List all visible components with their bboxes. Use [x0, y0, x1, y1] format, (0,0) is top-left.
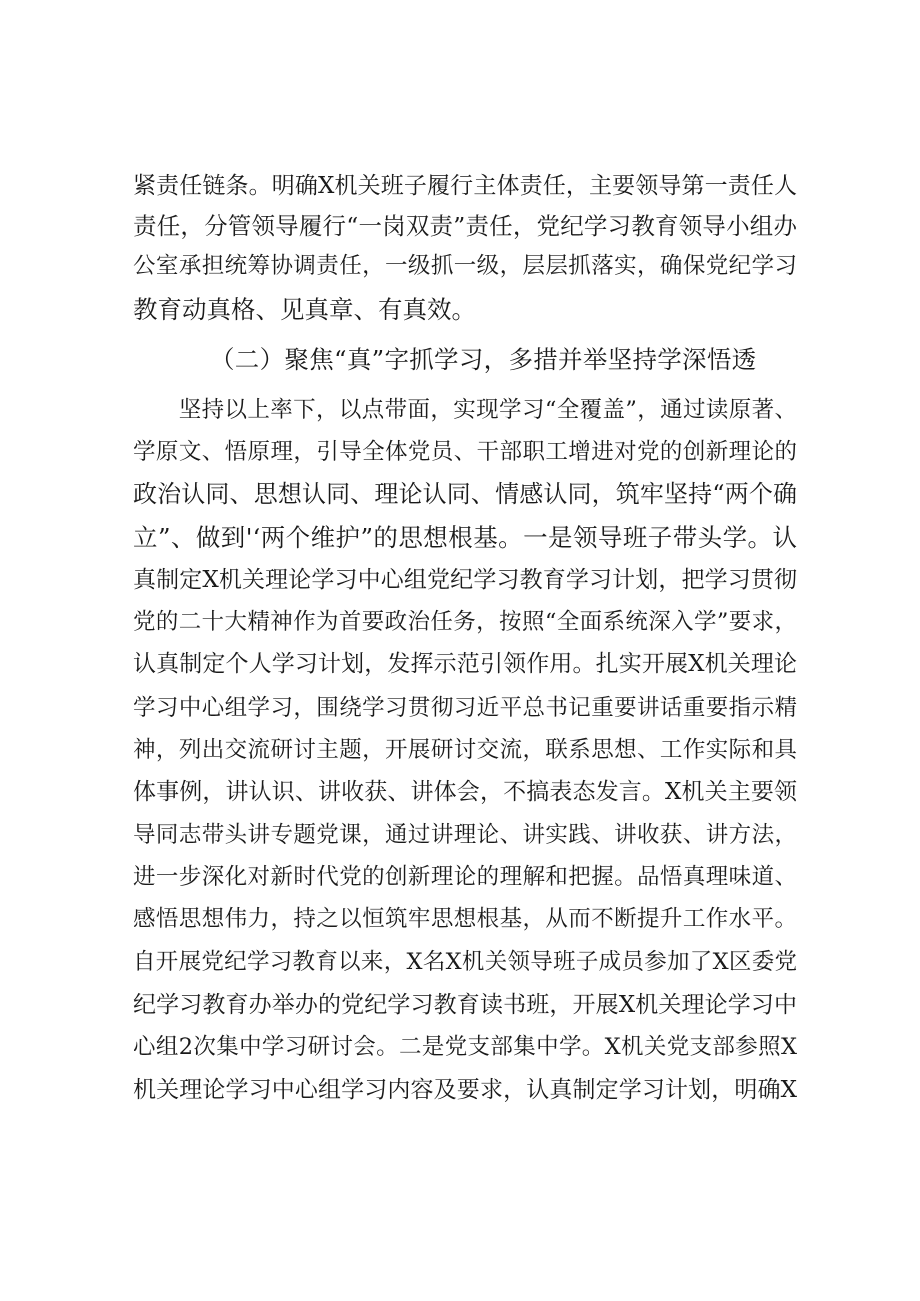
section-heading: （二）聚焦“真”字抓学习，多措并举坚持学深悟透	[210, 345, 757, 374]
paragraph-2-line-2: 学原文、悟原理，引导全体党员、干部职工增进对党的创新理论的	[133, 439, 797, 465]
paragraph-1-line-4: 教育动真格、见真章、有真效。	[133, 295, 476, 324]
paragraph-2-line-1: 坚持以上率下，以点带面，实现学习“全覆盖”，通过读原著、	[133, 397, 797, 423]
paragraph-2-line-7: 认真制定个人学习计划，发挥示范引领作用。扎实开展X机关理论	[133, 651, 797, 677]
paragraph-2-line-6: 党的二十大精神作为首要政治任务，按照“全面系统深入学”要求，	[133, 609, 797, 635]
paragraph-2-line-14: 自开展党纪学习教育以来，X名X机关领导班子成员参加了X区委党	[133, 949, 797, 975]
paragraph-2-line-15: 纪学习教育办举办的党纪学习教育读书班，开展X机关理论学习中	[133, 992, 797, 1018]
paragraph-2-line-12: 进一步深化对新时代党的创新理论的理解和把握。品悟真理味道、	[133, 864, 797, 890]
paragraph-1-line-3: 公室承担统筹协调责任，一级抓一级，层层抓落实，确保党纪学习	[133, 253, 797, 279]
paragraph-2-line-8: 学习中心组学习，围绕学习贯彻习近平总书记重要讲话重要指示精	[133, 695, 797, 721]
paragraph-2-line-4: 立”、做到'‘两个维护”的思想根基。一是领导班子带头学。认	[133, 523, 797, 552]
paragraph-2-line-16: 心组2次集中学习研讨会。二是党支部集中学。X机关党支部参照X	[133, 1034, 797, 1060]
paragraph-2-line-13: 感悟思想伟力，持之以恒筑牢思想根基，从而不断提升工作水平。	[133, 906, 797, 932]
paragraph-2-line-9: 神，列出交流研讨主题，开展研讨交流，联系思想、工作实际和具	[133, 737, 797, 763]
paragraph-1-line-1: 紧责任链条。明确X机关班子履行主体责任，主要领导第一责任人	[133, 173, 797, 199]
paragraph-1-line-2: 责任，分管领导履行“一岗双责”责任，党纪学习教育领导小组办	[133, 212, 797, 240]
paragraph-2-line-11: 导同志带头讲专题党课，通过讲理论、讲实践、讲收获、讲方法，	[133, 822, 797, 848]
paragraph-2-line-10: 体事例，讲认识、讲收获、讲体会，不搞表态发言。X机关主要领	[133, 779, 797, 805]
paragraph-2-line-17: 机关理论学习中心组学习内容及要求，认真制定学习计划，明确X	[133, 1077, 797, 1103]
paragraph-2-line-3: 政治认同、思想认同、理论认同、情感认同，筑牢坚持“两个确	[133, 480, 797, 508]
paragraph-2-line-5: 真制定X机关理论学习中心组党纪学习教育学习计划，把学习贯彻	[133, 567, 797, 593]
